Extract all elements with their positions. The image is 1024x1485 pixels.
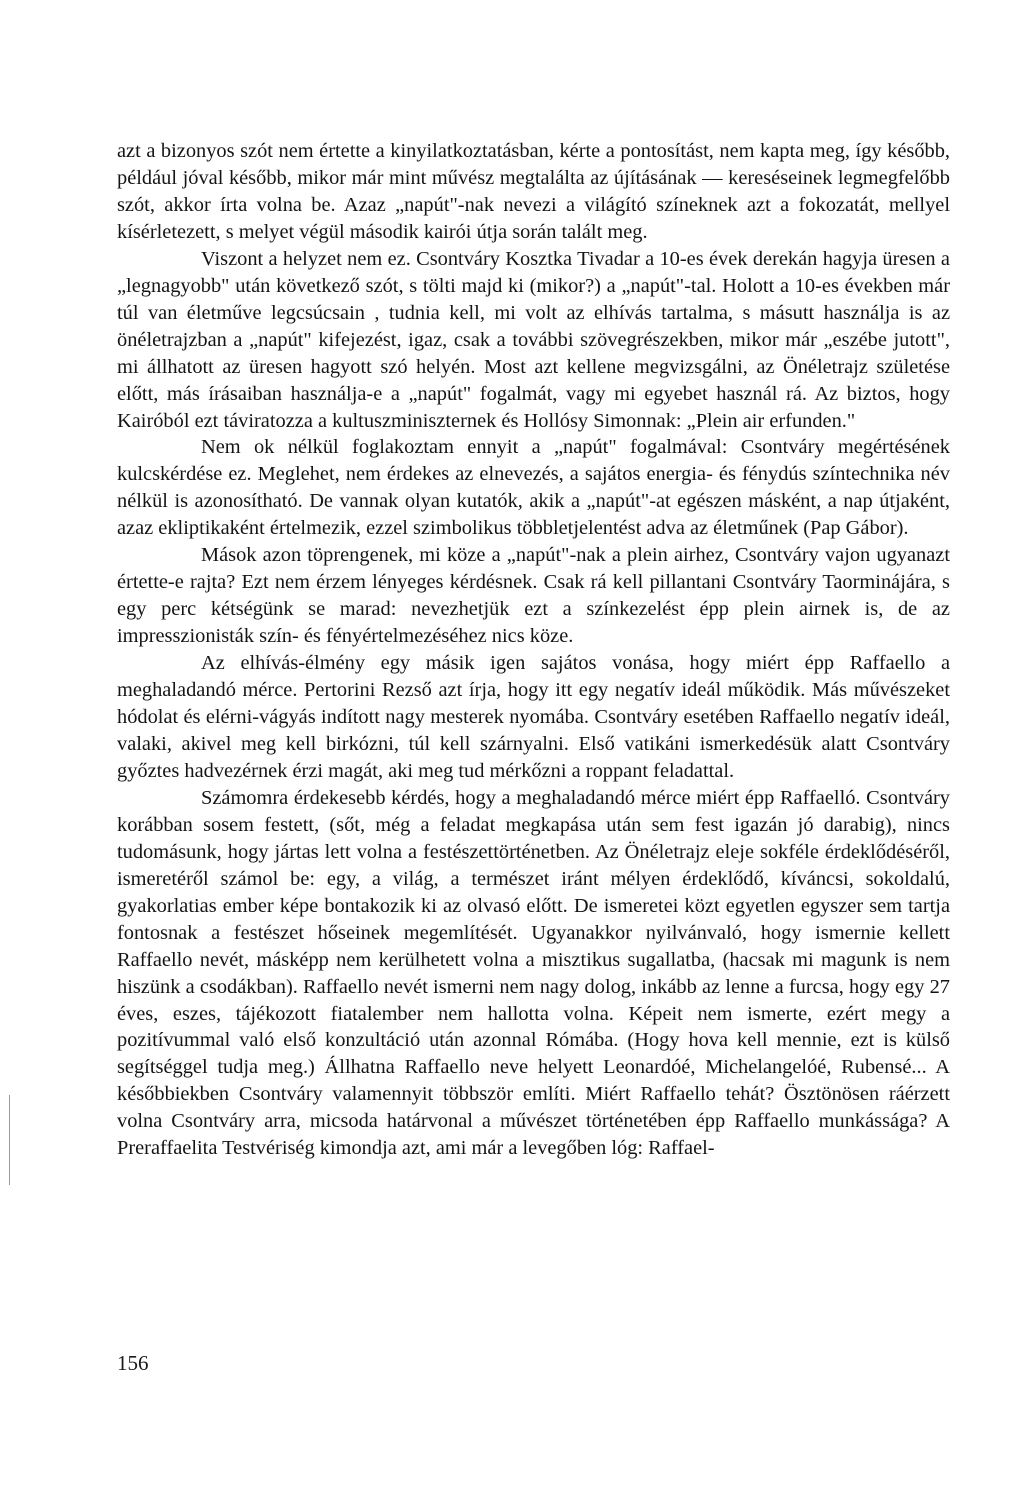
paragraph-3: Nem ok nélkül foglakoztam ennyit a „napút" fogalmával: Csontváry megértésének kulcskérdése ez. Meglehet, nem érdekes az elnevezés, a sajátos energia- és fénydús színtechnika név nélkül is azonosítható. De vannak olyan kutatók, akik a „napút"-at egészen másként, a nap útjaként, azaz ekliptikaként értelmezik, ezzel szimbolikus többletjelentést adva az életműnek (Pap Gábor). [117, 436, 950, 540]
margin-scan-mark [9, 1095, 10, 1185]
paragraph-2: Viszont a helyzet nem ez. Csontváry Kosztka Tivadar a 10-es évek derekán hagyja üresen a „legnagyobb" után következő szót, s tölti majd ki (mikor?) a „napút"-tal. Holott a 10-es években már túl van életműve legcsúcsain , tudnia kell, mi volt az elhívás tartalma, s másutt használja is az önéletrajzban a „napút" kifejezést, igaz, csak a további szövegrészekben, mikor már „eszébe jutott", mi állhatott az üresen hagyott szó helyén. Most azt kellene megvizsgálni, az Önéletrajz születése előtt, más írásaiban használja-e a „napút" fogalmát, vagy mi egyebet használ rá. Az biztos, hogy Kairóból ezt táviratozza a kultuszminiszternek és Hollósy Simonnak: „Plein air erfunden." [117, 247, 950, 432]
paragraph-5: Az elhívás-élmény egy másik igen sajátos vonása, hogy miért épp Raffaello a meghaladandó mérce. Pertorini Rezső azt írja, hogy itt egy negatív ideál működik. Más művészeket hódolat és elérni-vágyás indított nagy mesterek nyomába. Csontváry esetében Raffaello negatív ideál, valaki, akivel meg kell birkózni, túl kell szárnyalni. Első vatikáni ismerkedésük alatt Csontváry győztes hadvezérnek érzi magát, aki meg tud mérkőzni a roppant feladattal. [117, 652, 950, 782]
paragraph-4: Mások azon töprengenek, mi köze a „napút"-nak a plein airhez, Csontváry vajon ugyanazt értette-e rajta? Ezt nem érzem lényeges kérdésnek. Csak rá kell pillantani Csontváry Taorminájára, s egy perc kétségünk se marad: nevezhetjük ezt a színkezelést épp plein airnek is, de az impresszionisták szín- és fényértelmezéséhez nics köze. [117, 544, 950, 648]
paragraph-1: azt a bizonyos szót nem értette a kinyilatkoztatásban, kérte a pontosítást, nem kapta meg, így később, például jóval később, mikor már mint művész megtalálta az újításának — kereséseinek legmegfelőbb szót, akkor írta volna be. Azaz „napút"-nak nevezi a világító színeknek azt a fokozatát, mellyel kísérletezett, s melyet végül második kairói útja során talált meg. [117, 140, 950, 243]
page-number: 156 [117, 1351, 149, 1375]
paragraph-6: Számomra érdekesebb kérdés, hogy a meghaladandó mérce miért épp Raffaelló. Csontváry korábban sosem festett, (sőt, még a feladat megkapása után sem fest igazán jó darabig), nincs tudomásunk, hogy jártas lett volna a festészettörténetben. Az Önéletrajz eleje sokféle érdeklődéséről, ismeretéről számol be: egy, a világ, a természet iránt mélyen érdeklődő, kíváncsi, sokoldalú, gyakorlatias ember képe bontakozik ki az olvasó előtt. De ismeretei közt egyetlen egyszer sem tartja fontosnak a festészet hőseinek megemlítését. Ugyanakkor nyilvánvaló, hogy ismernie kellett Raffaello nevét, másképp nem kerülhetett volna a misztikus sugallatba, (hacsak mi magunk is nem hiszünk a csodákban). Raffaello nevét ismerni nem nagy dolog, inkább az lenne a furcsa, hogy egy 27 éves, eszes, tájékozott fiatalember nem hallotta volna. Képeit nem ismerte, ezért megy a pozitívummal való első konzultáció után azonnal Rómába. (Hogy hova kell mennie, ezt is külső segítséggel tudja meg.) Állhatna Raffaello neve helyett Leonardóé, Michelangelóé, Rubensé... A későbbiekben Csontváry valamennyit többször említi. Miért Raffaello tehát? Ösztönösen ráérzett volna Csontváry arra, micsoda határvonal a művészet történetében épp Raffaello munkássága? A Preraffaelita Testvériség kimondja azt, ami már a levegőben lóg: Raffael- [117, 786, 950, 1160]
page-body [117, 138, 950, 1162]
